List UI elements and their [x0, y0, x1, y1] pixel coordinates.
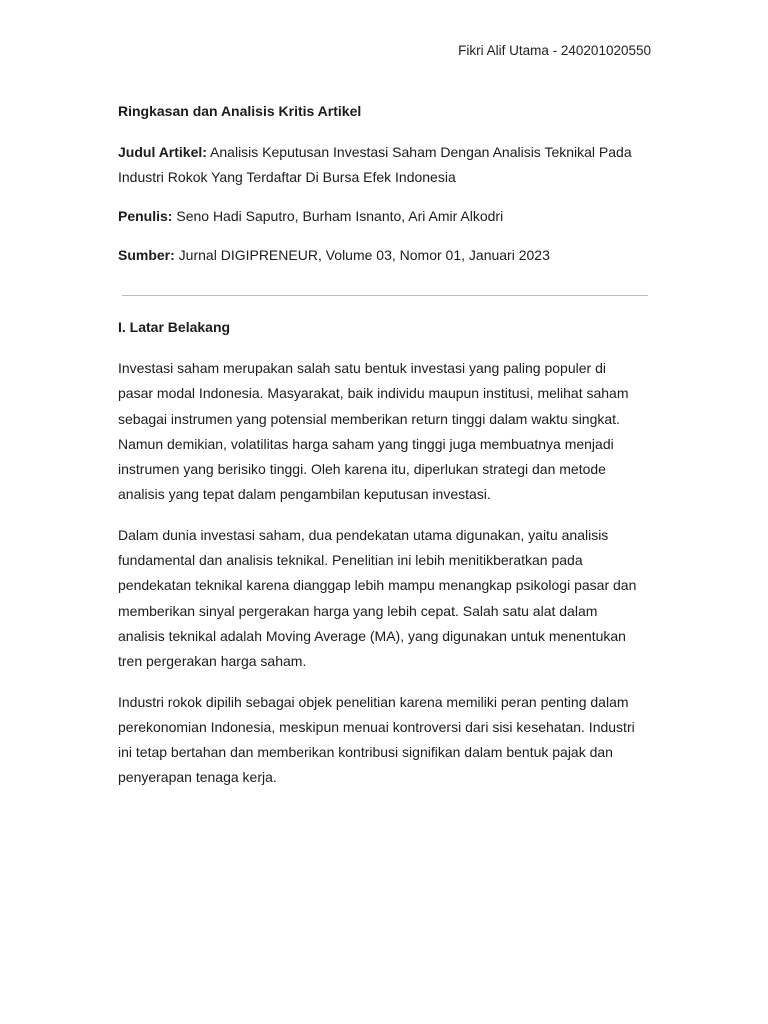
section-heading: I. Latar Belakang [118, 319, 231, 335]
paragraph: Industri rokok dipilih sebagai objek penelitian karena memiliki peran penting dalam perekonomian Indonesia, meskipun menuai kontroversi dari sisi kesehatan. Industri ini tetap bertahan dan memberikan kontribusi signifikan dalam bentuk pajak dan penyerapan tenaga kerja. [118, 693, 635, 786]
paragraph: Dalam dunia investasi saham, dua pendekatan utama digunakan, yaitu analisis fundamental dan analisis teknikal. Penelitian ini lebih menitikberatkan pada pendekatan teknikal karena dianggap lebih mampu menangkap psikologi pasar dan memberikan sinyal pergerakan harga yang lebih cepat. Salah satu alat dalam analisis teknikal adalah Moving Average (MA), yang digunakan untuk menentukan tren pergerakan harga saham. [118, 526, 637, 670]
article-title-line [118, 140, 658, 190]
authors-line [118, 204, 658, 229]
authors-label: Penulis: [118, 208, 173, 224]
authors-value: Seno Hadi Saputro, Burham Isnanto, Ari Amir Alkodri [172, 208, 504, 224]
header-author-id: Fikri Alif Utama - 240201020550 [458, 43, 651, 58]
horizontal-divider [122, 295, 648, 296]
document-content [118, 101, 658, 791]
source-line [118, 243, 658, 268]
document-title: Ringkasan dan Analisis Kritis Artikel [118, 103, 362, 119]
article-title-value: Analisis Keputusan Investasi Saham Dengan Analisis Teknikal Pada Industri Rokok Yang Terdaftar Di Bursa Efek Indonesia [118, 144, 632, 185]
source-label: Sumber: [118, 247, 175, 263]
article-title-label: Judul Artikel: [118, 144, 207, 160]
source-value: Jurnal DIGIPRENEUR, Volume 03, Nomor 01, Januari 2023 [174, 247, 550, 263]
paragraph: Investasi saham merupakan salah satu bentuk investasi yang paling populer di pasar modal Indonesia. Masyarakat, baik individu maupun institusi, melihat saham sebagai instrumen yang potensial memberikan return tinggi dalam waktu singkat. Namun demikian, volatilitas harga saham yang tinggi juga membuatnya menjadi instrumen yang berisiko tinggi. Oleh karena itu, diperlukan strategi dan metode analisis yang tepat dalam pengambilan keputusan investasi. [118, 360, 629, 503]
